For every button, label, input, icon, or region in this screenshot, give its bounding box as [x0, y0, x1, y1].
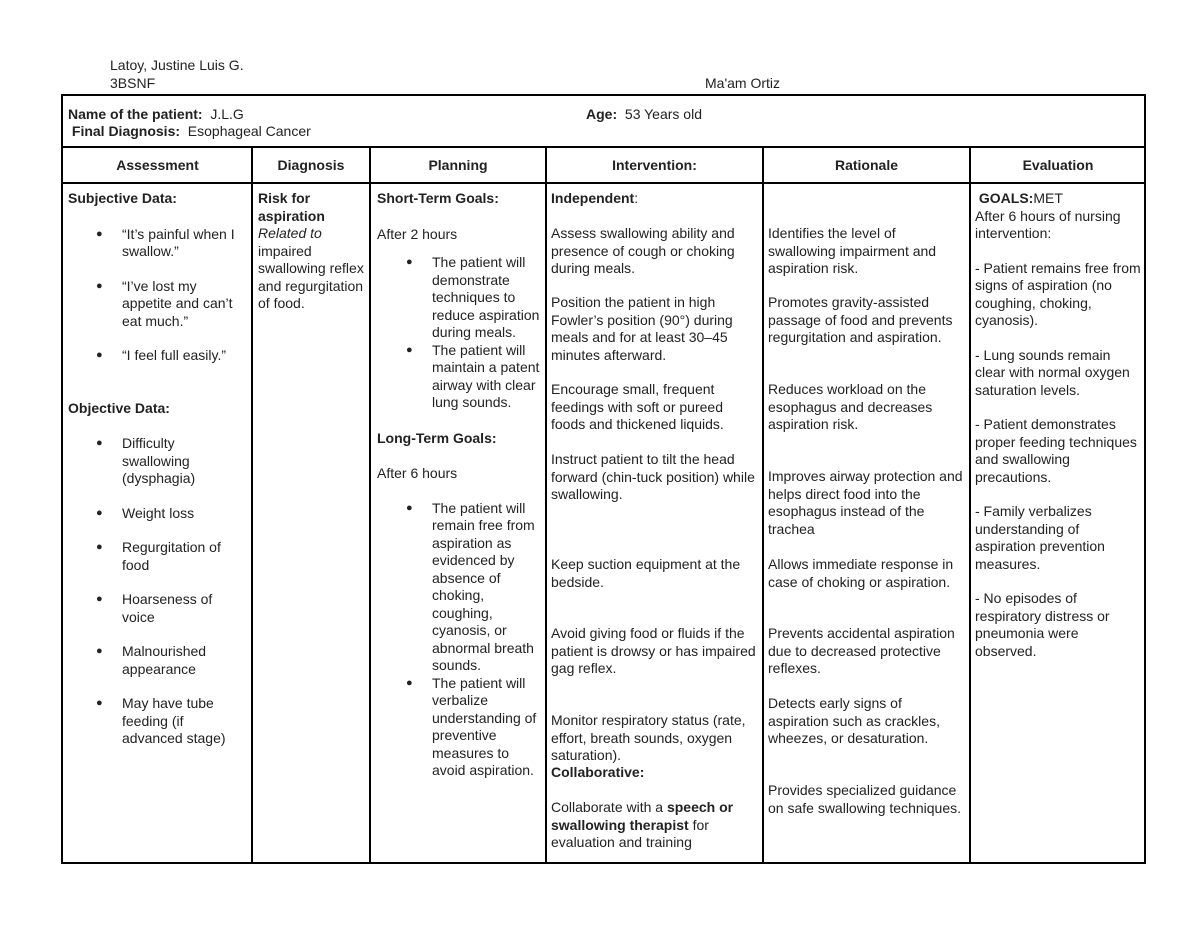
- age-value: 53 Years old: [624, 106, 702, 122]
- column-divider: [762, 148, 764, 862]
- goals-value: MET: [1033, 190, 1063, 206]
- intervention-item: Position the patient in high Fowler’s position (90°) during meals and for at least 30–45 minutes afterward.: [551, 294, 733, 363]
- short-term-goal: ● The patient will maintain a patent airway with clear lung sounds.: [406, 341, 540, 410]
- long-term-goal: ● The patient will remain free from aspiration as evidenced by absence of choking, coughing, cyanosis, or abnormal breath sounds.: [406, 499, 535, 673]
- intervention-item: Encourage small, frequent feedings with soft or pureed foods and thickened liquids.: [551, 381, 724, 432]
- independent-title: Independent: [551, 190, 635, 206]
- rationale-item: Promotes gravity-assisted passage of food and prevents regurgitation and aspiration.: [768, 294, 953, 345]
- evaluation-item: - No episodes of respiratory distress or pneumonia were observed.: [975, 590, 1110, 659]
- instructor: Ma'am Ortiz: [705, 75, 781, 91]
- patient-name-label: Name of the patient:: [68, 106, 203, 122]
- subjective-item: ● “It’s painful when I swallow.”: [96, 225, 235, 259]
- patient-name: J.L.G: [210, 106, 244, 122]
- collaborative-title: Collaborative:: [551, 764, 645, 780]
- intervention-item: Avoid giving food or fluids if the patient is drowsy or has impaired gag reflex.: [551, 625, 756, 676]
- column-divider: [251, 148, 253, 862]
- evaluation-item: - Family verbalizes understanding of aspiration prevention measures.: [975, 503, 1105, 572]
- assessment-cell: [68, 190, 246, 748]
- column-divider: [969, 148, 971, 862]
- objective-item: ● Regurgitation of food: [96, 539, 221, 573]
- objective-item: ● Hoarseness of voice: [96, 591, 213, 625]
- collaborative-item: Collaborate with a speech or swallowing therapist for evaluation and training: [551, 799, 734, 850]
- intervention-item: Monitor respiratory status (rate, effort, breath sounds, oxygen saturation).: [551, 712, 746, 763]
- section: 3BSNF: [110, 75, 156, 91]
- diagnosis-cell: [258, 190, 366, 313]
- column-header-row: [63, 148, 1144, 184]
- long-term-goal: ● The patient will verbalize understanding of preventive measures to avoid aspiration.: [406, 674, 537, 778]
- column-header-intervention: Intervention:: [612, 157, 697, 173]
- objective-item: ● May have tube feeding (if advanced stage): [96, 695, 226, 746]
- diagnosis-title: Risk for aspiration: [258, 190, 325, 224]
- subjective-data-title: Subjective Data:: [68, 190, 177, 206]
- nursing-care-plan-table: [61, 94, 1146, 864]
- intervention-item: Instruct patient to tilt the head forward (chin-tuck position) while swallowing.: [551, 451, 755, 502]
- objective-item: ● Malnourished appearance: [96, 643, 207, 677]
- column-divider: [369, 148, 371, 862]
- intervention-item: Keep suction equipment at the bedside.: [551, 556, 741, 590]
- short-term-goal: ● The patient will demonstrate techniques to reduce aspiration during meals.: [406, 254, 540, 340]
- rationale-item: Reduces workload on the esophagus and decreases aspiration risk.: [768, 381, 933, 432]
- intervention-item: Assess swallowing ability and presence of cough or choking during meals.: [551, 225, 735, 276]
- rationale-item: Prevents accidental aspiration due to decreased protective reflexes.: [768, 625, 955, 676]
- objective-item: ● Difficulty swallowing (dysphagia): [96, 435, 196, 486]
- rationale-item: Provides specialized guidance on safe swallowing techniques.: [768, 782, 962, 816]
- evaluation-cell: [975, 190, 1143, 660]
- age-label: Age:: [586, 106, 618, 122]
- long-term-goals-title: Long-Term Goals:: [377, 429, 497, 446]
- rationale-item: Improves airway protection and helps direct food into the esophagus instead of the trachea: [768, 468, 963, 537]
- short-term-goals-title: Short-Term Goals:: [377, 190, 499, 206]
- evaluation-intro: After 6 hours of nursing intervention:: [975, 207, 1121, 241]
- planning-cell: [377, 190, 543, 780]
- final-diagnosis: Esophageal Cancer: [187, 123, 311, 139]
- evaluation-item: - Patient remains free from signs of aspiration (no coughing, choking, cyanosis).: [975, 259, 1141, 328]
- goals-label: GOALS:: [978, 190, 1034, 206]
- column-divider: [545, 148, 547, 862]
- column-header-evaluation: Evaluation: [1022, 157, 1094, 173]
- column-header-rationale: Rationale: [834, 157, 898, 173]
- rationale-item: Detects early signs of aspiration such as crackles, wheezes, or desaturation.: [768, 695, 940, 746]
- objective-data-title: Objective Data:: [68, 399, 170, 416]
- column-header-diagnosis: Diagnosis: [277, 157, 345, 173]
- intervention-cell: Independent: Assess swallowing ability and presence of cough or choking during meals. Position the patient in high Fowler’s position (90°) during meals and for at least 30–45 minutes afterward. Encourage small, frequent feedings with soft or pureed foods and thickened liquids. Instruct patient to tilt the head forward (chin-tuck position) while swallowing. Keep suction equipment at the bedside. Avoid giving food or fluids if the patient is drowsy or has impaired gag reflex. Monitor respiratory status (rate, effort, breath sounds, oxygen saturation). Collaborative: Collaborate with a speech or swallowing therapist for evaluation and training: [551, 190, 759, 208]
- rationale-item: Allows immediate response in case of choking or aspiration.: [768, 556, 954, 590]
- evaluation-item: - Lung sounds remain clear with normal oxygen saturation levels.: [975, 346, 1130, 398]
- subjective-item: ● “I feel full easily.”: [96, 347, 226, 363]
- evaluation-item: - Patient demonstrates proper feeding techniques and swallowing precautions.: [975, 416, 1137, 485]
- student-name: Latoy, Justine Luis G.: [110, 57, 244, 73]
- column-header-assessment: Assessment: [116, 157, 199, 173]
- objective-item: ● Weight loss: [96, 504, 195, 521]
- diagnosis-related-to: Related to: [258, 225, 322, 241]
- subjective-item: ● “I’ve lost my appetite and can’t eat much.”: [96, 277, 233, 329]
- rationale-item: Identifies the level of swallowing impairment and aspiration risk.: [768, 225, 937, 276]
- patient-info: [63, 96, 1144, 148]
- short-term-time: After 2 hours: [377, 225, 458, 242]
- diagnosis-text: impaired swallowing reflex and regurgitation of food.: [258, 242, 364, 311]
- final-diagnosis-label: Final Diagnosis:: [71, 123, 181, 139]
- column-header-planning: Planning: [428, 157, 488, 173]
- long-term-time: After 6 hours: [377, 465, 458, 481]
